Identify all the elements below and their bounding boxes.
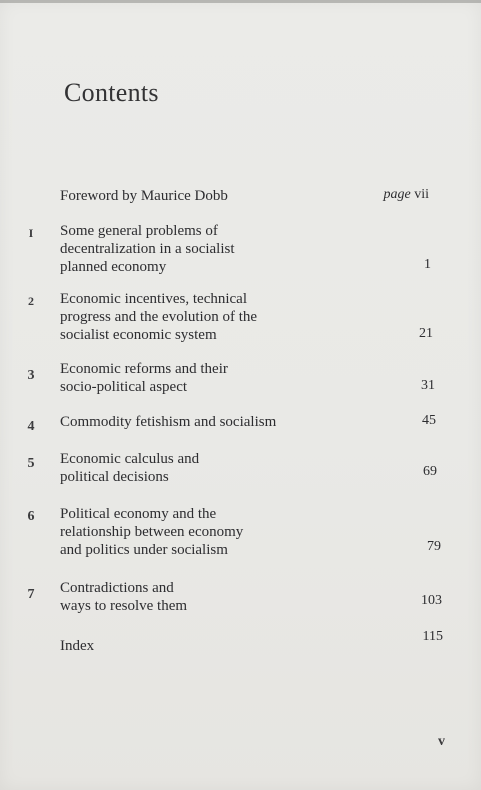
toc-entry-page: 79	[427, 539, 441, 554]
toc-entry-page: 21	[419, 326, 433, 341]
toc-entry-page: 69	[423, 464, 437, 479]
toc-entry-page: 103	[421, 593, 442, 608]
toc-entry-page	[384, 187, 430, 203]
chapter-number: 5	[27, 456, 35, 471]
toc-entry-page: 1	[424, 257, 431, 272]
toc-entry-page: 115	[422, 629, 443, 644]
page-title: Contents	[64, 78, 159, 107]
toc-entry-page: 45	[422, 413, 436, 428]
page-label: page	[383, 187, 411, 202]
toc-entry-title: Some general problems of decentralization in a socialist planned economy	[60, 223, 235, 275]
toc-entry-title: Commodity fetishism and socialism	[60, 414, 277, 430]
chapter-number: 4	[27, 419, 35, 434]
toc-entry-title: Index	[60, 638, 95, 654]
chapter-number: 2	[28, 294, 34, 308]
page-folio: v	[438, 734, 445, 749]
chapter-number: I	[28, 226, 34, 240]
toc-entry-page: 31	[421, 378, 435, 393]
chapter-number: 7	[27, 587, 35, 602]
toc-entry-title: Economic reforms and their socio-political aspect	[60, 361, 228, 395]
page-number: vii	[414, 187, 429, 202]
toc-entry-title: Contradictions and ways to resolve them	[60, 580, 188, 614]
chapter-number: 6	[27, 509, 35, 524]
toc-entry-title: Economic incentives, technical progress and the evolution of the socialist economic system	[60, 291, 258, 343]
chapter-number: 3	[27, 368, 35, 383]
toc-entry-title: Economic calculus and political decisions	[60, 451, 200, 485]
toc-entry-title: Political economy and the relationship between economy and politics under socialism	[60, 506, 244, 558]
toc-entry-title: Foreword by Maurice Dobb	[60, 188, 228, 204]
